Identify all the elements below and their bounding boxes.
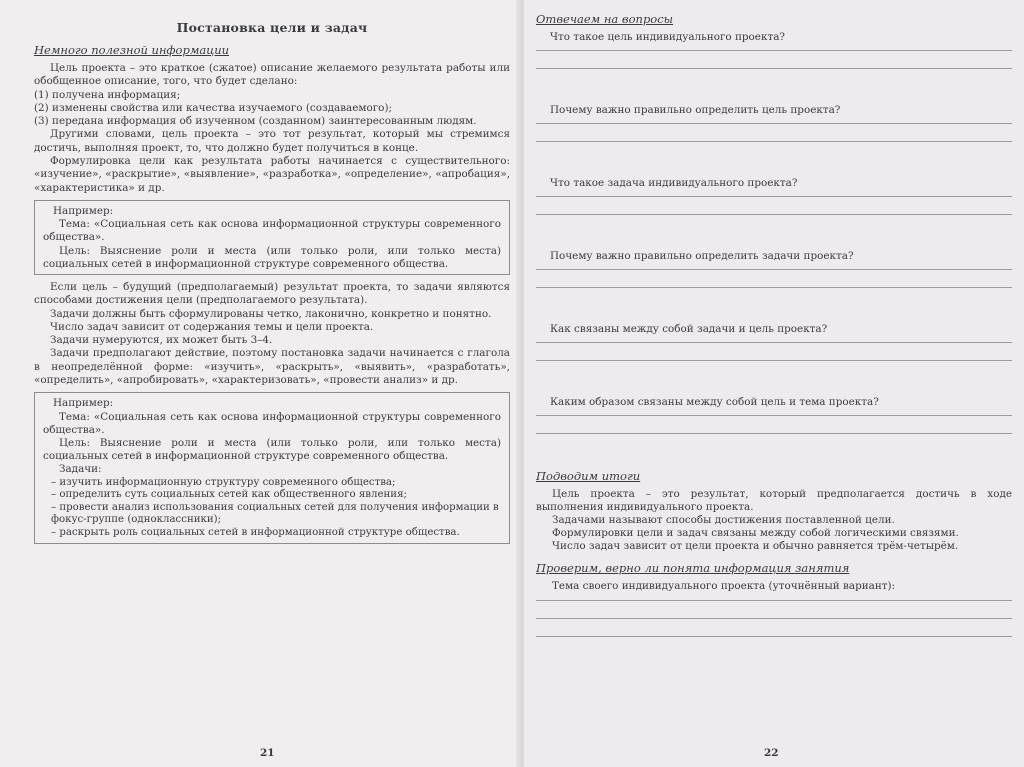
check-section — [536, 561, 1012, 636]
section-heading: Немного полезной информации — [34, 43, 230, 57]
example-theme: Тема: «Социальная сеть как основа информационной структуры современного общества». — [43, 218, 501, 244]
question: Что такое цель индивидуального проекта? — [550, 31, 785, 43]
answer-line — [536, 415, 1012, 416]
paragraph: Если цель – будущий (предполагаемый) результат проекта, то задачи являются способами достижения цели (предполагаемого результата). — [34, 280, 510, 307]
question: Что такое задача индивидуального проекта? — [550, 177, 798, 189]
answer-line — [536, 433, 1012, 434]
answer-line — [536, 269, 1012, 270]
answer-line — [536, 600, 1012, 601]
answer-line — [536, 214, 1012, 215]
page-number: 21 — [260, 747, 275, 759]
summary-section — [536, 469, 1012, 553]
question: Как связаны между собой задачи и цель проекта? — [550, 323, 828, 335]
section-heading: Подводим итоги — [536, 469, 641, 483]
paragraph: Формулировка цели как результата работы начинается с существительного: «изучение», «раскрытие», «выявление», «разработка», «определение», «апробация», «характеристика» и др. — [34, 155, 510, 194]
question: Почему важно правильно определить задачи проекта? — [550, 250, 854, 262]
task-item: – провести анализ использования социальных сетей для получения информации в фокус-группе (одноклассники); — [51, 501, 499, 526]
answer-line — [536, 618, 1012, 619]
example-heading: Например: — [53, 204, 114, 217]
question-block — [536, 396, 1012, 469]
summary-paragraph: Формулировки цели и задач связаны между собой логическими связями. — [552, 527, 959, 540]
example-theme: Тема: «Социальная сеть как основа информационной структуры современного общества». — [43, 410, 501, 436]
example-goal: Цель: Выяснение роли и места (или только роли, или только места) социальных сетей в информационной структуре современного общества. — [43, 244, 501, 270]
answer-line — [536, 68, 1012, 69]
example-box — [34, 392, 510, 543]
paragraph: Число задач зависит от содержания темы и цели проекта. — [50, 320, 374, 333]
intro-paragraph: Цель проекта – это краткое (сжатое) описание желаемого результата работы или обобщенное описание, того, что будет сделано: — [34, 62, 510, 88]
answer-lines[interactable] — [536, 123, 1012, 142]
answer-lines[interactable] — [536, 342, 1012, 361]
right-page — [524, 0, 1024, 767]
tasks-heading: Задачи: — [59, 463, 102, 476]
answer-line — [536, 50, 1012, 51]
example-heading: Например: — [53, 397, 114, 410]
paragraph: Задачи нумеруются, их может быть 3–4. — [50, 334, 273, 347]
summary-paragraph: Задачами называют способы достижения поставленной цели. — [552, 514, 895, 527]
summary-paragraph: Цель проекта – это результат, который предполагается достичь в ходе выполнения индивидуального проекта. — [536, 488, 1012, 514]
answer-line — [536, 287, 1012, 288]
example-goal: Цель: Выяснение роли и места (или только роли, или только места) социальных сетей в информационной структуре современного общества. — [43, 436, 501, 463]
question-block — [536, 323, 1012, 396]
list-item: (2) изменены свойства или качества изучаемого (создаваемого); — [34, 101, 392, 114]
question-block — [536, 250, 1012, 323]
section-heading: Отвечаем на вопросы — [536, 12, 674, 26]
answer-line — [536, 636, 1012, 637]
answer-lines[interactable] — [536, 415, 1012, 434]
question-block — [536, 104, 1012, 177]
paragraph: Задачи предполагают действие, поэтому постановка задачи начинается с глагола в неопределённой форме: «изучить», «раскрыть», «выявить», «разработать», «определить», «апробировать», «характеризовать», «провести анализ» и др. — [34, 347, 510, 387]
task-item: – изучить информационную структуру современного общества; — [51, 476, 396, 488]
task-item: – определить суть социальных сетей как общественного явления; — [51, 489, 407, 501]
section-heading: Проверим, верно ли понята информация занятия — [536, 561, 850, 576]
answer-lines[interactable] — [536, 600, 1012, 637]
answer-line — [536, 141, 1012, 142]
paragraph: Задачи должны быть сформулированы четко, лаконично, конкретно и понятно. — [50, 307, 492, 320]
check-prompt: Тема своего индивидуального проекта (уточнённый вариант): — [552, 580, 896, 593]
summary-paragraph: Число задач зависит от цели проекта и обычно равняется трём-четырём. — [552, 540, 959, 553]
answer-line — [536, 360, 1012, 361]
list-item: (3) передана информация об изученном (созданном) заинтересованным людям. — [34, 115, 477, 128]
list-item: (1) получена информация; — [34, 88, 181, 101]
question: Почему важно правильно определить цель проекта? — [550, 104, 841, 116]
answer-lines[interactable] — [536, 269, 1012, 288]
question: Каким образом связаны между собой цель и тема проекта? — [550, 396, 879, 408]
example-box — [34, 200, 510, 275]
answer-line — [536, 123, 1012, 124]
paragraph: Другими словами, цель проекта – это тот результат, который мы стремимся достичь, выполняя проект, то, что должно будет получиться в конце. — [34, 128, 510, 154]
question-block — [536, 177, 1012, 250]
answer-line — [536, 342, 1012, 343]
task-item: – раскрыть роль социальных сетей в информационной структуре общества. — [51, 526, 460, 538]
answer-lines[interactable] — [536, 196, 1012, 215]
page-title: Постановка цели и задач — [176, 20, 368, 35]
answer-line — [536, 196, 1012, 197]
answer-lines[interactable] — [536, 50, 1012, 69]
question-block — [536, 31, 1012, 104]
page-number: 22 — [764, 747, 779, 759]
